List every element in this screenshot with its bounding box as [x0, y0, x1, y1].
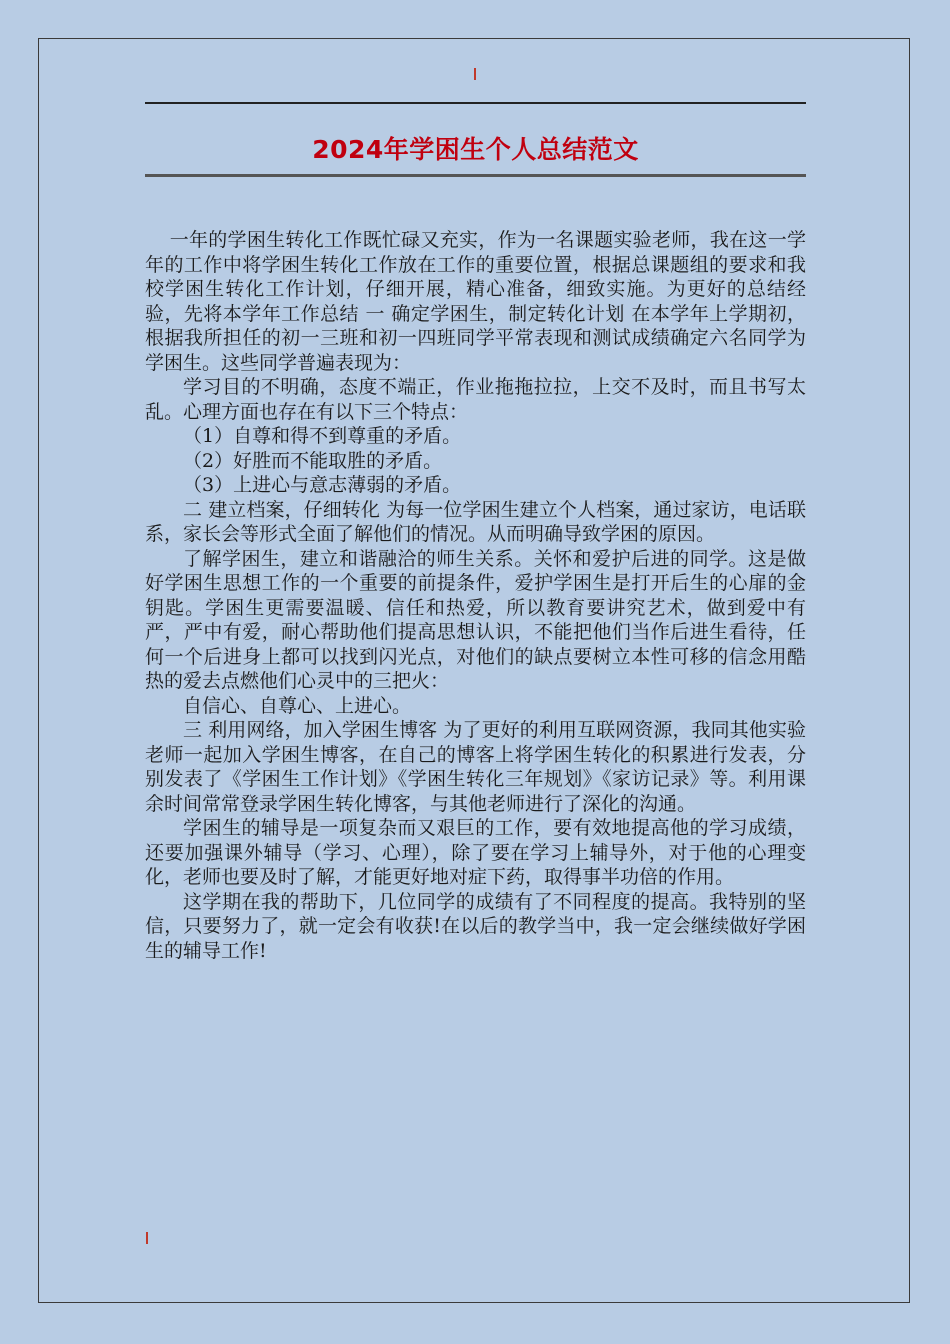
paragraph-network: 三 利用网络，加入学困生博客 为了更好的利用互联网资源，我同其他实验老师一起加入学困生博客，在自己的博客上将学困生转化的积累进行发表，分别发表了《学困生工作计划》《学困生转化三年规划》《家访记录》等。利用课余时间常常登录学困生转化博客，与其他老师进行了深化的沟通。	[145, 719, 806, 815]
paragraph-archive: 二 建立档案，仔细转化 为每一位学困生建立个人档案，通过家访，电话联系，家长会等形式全面了解他们的情况。从而明确导致学困的原因。	[145, 498, 806, 545]
paragraph-conclusion: 这学期在我的帮助下，几位同学的成绩有了不同程度的提高。我特别的坚信，只要努力了，就一定会有收获!在以后的教学当中，我一定会继续做好学困生的辅导工作!	[145, 890, 806, 962]
footer-mark	[146, 1232, 148, 1244]
list-item-2: （2）好胜而不能取胜的矛盾。	[183, 449, 443, 472]
paragraph-three-fires: 自信心、自尊心、上进心。	[183, 694, 412, 717]
header-mark	[474, 68, 476, 80]
list-item-3: （3）上进心与意志薄弱的矛盾。	[183, 474, 462, 496]
header-rule	[145, 102, 806, 104]
title-rule	[145, 174, 806, 177]
paragraph-tutoring: 学困生的辅导是一项复杂而又艰巨的工作，要有效地提高他的学习成绩，还要加强课外辅导（学习、心理），除了要在学习上辅导外，对于他的心理变化，老师也要及时了解，才能更好地对症下药，取得事半功倍的作用。	[145, 817, 806, 888]
list-item-1: （1）自尊和得不到尊重的矛盾。	[183, 425, 462, 447]
document-title: 2024年学困生个人总结范文	[312, 135, 639, 164]
paragraph-relationship: 了解学困生，建立和谐融洽的师生关系。关怀和爱护后进的同学。这是做好学困生思想工作的一个重要的前提条件，爱护学困生是打开后生的心扉的金钥匙。学困生更需要温暖、信任和热爱，所以教育要讲究艺术，做到爱中有严，严中有爱，耐心帮助他们提高思想认识，不能把他们当作后进生看待，任何一个后进身上都可以找到闪光点，对他们的缺点要树立本性可移的信念用酷热的爱去点燃他们心灵中的三把火：	[145, 547, 806, 692]
paragraph-intro: 一年的学困生转化工作既忙碌又充实，作为一名课题实验老师，我在这一学年的工作中将学困生转化工作放在工作的重要位置，根据总课题组的要求和我校学困生转化工作计划，仔细开展，精心准备，细致实施。为更好的总结经验，先将本学年工作总结 一 确定学困生，制定转化计划 在本学年上学期初，根据我所担任的初一三班和初一四班同学平常表现和测试成绩确定六名同学为学困生。这些同学普遍表现为：	[145, 229, 806, 374]
paragraph-characteristics: 学习目的不明确，态度不端正，作业拖拖拉拉，上交不及时，而且书写太乱。心理方面也存在有以下三个特点：	[145, 376, 806, 423]
document-body	[145, 228, 806, 963]
